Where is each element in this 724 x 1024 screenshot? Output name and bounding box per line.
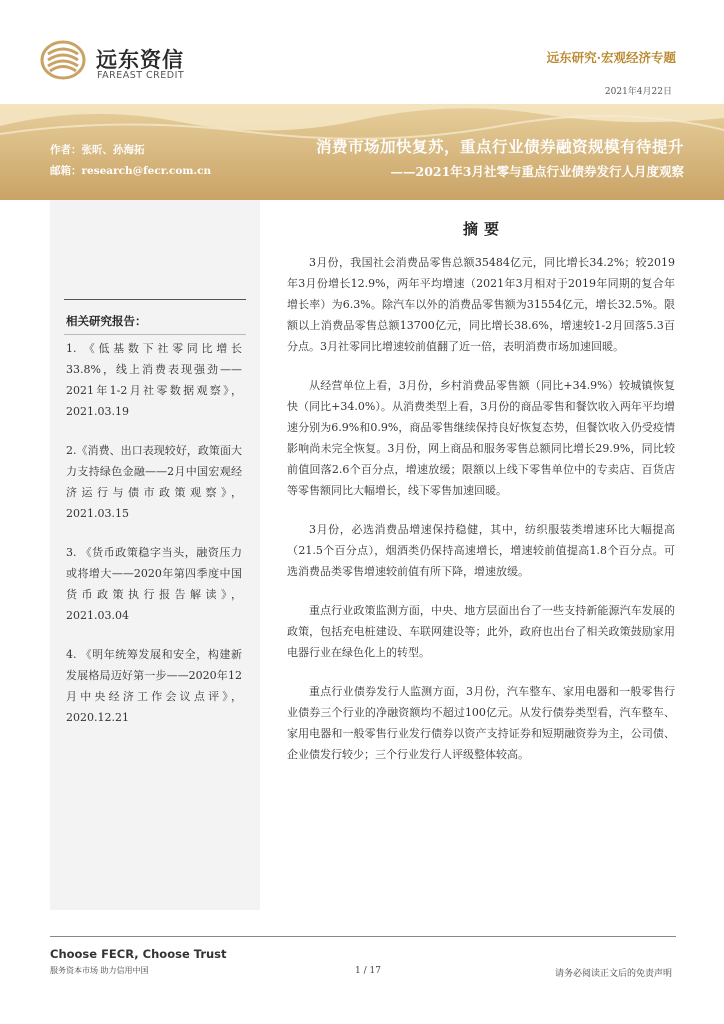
footer-slogan: Choose FECR, Choose Trust [50,947,227,961]
abstract-heading: 摘要 [463,220,506,238]
abstract-paragraph: 重点行业政策监测方面，中央、地方层面出台了一些支持新能源汽车发展的政策，包括充电桩建设、车联网建设等；此外，政府也出台了相关政策鼓励家用电器行业在绿色化上的转型。 [287,604,675,659]
footer-tagline: 服务资本市场 助力信用中国 [50,966,149,975]
related-report-item[interactable]: 4. 《明年统筹发展和安全，构建新发展格局迈好第一步——2020年12月中央经济工作会议点评》，2020.12.21 [66,648,242,724]
related-reports-list [66,338,242,746]
footer-disclaimer: 请务必阅读正文后的免责声明 [554,969,672,979]
abstract-body [287,252,675,783]
sidebar-divider [64,334,246,335]
abstract-paragraph: 3月份，我国社会消费品零售总额35484亿元，同比增长34.2%；较2019年3月份增长12.9%，两年平均增速（2021年3月相对于2019年同期的复合年增长率）为6.3%。除汽车以外的消费品零售额为31554亿元，增长32.5%。限额以上消费品零售总额13700亿元，同比增长38.6%，增速较1-2月回落5.3百分点。3月社零同比增速较前值翻了近一倍，表明消费市场加速回暖。 [287,256,675,353]
logo-english-name: FAREAST CREDIT [97,70,185,81]
report-date: 2021年4月22日 [604,87,672,97]
footer-divider [50,936,676,937]
fecr-logo-icon [40,40,86,80]
logo-chinese-name: 远东资信 [96,48,184,72]
related-report-item[interactable]: 3. 《货币政策稳字当头，融资压力或将增大——2020年第四季度中国货币政策执行报告解读》，2021.03.04 [66,546,242,622]
related-report-item[interactable]: 1. 《低基数下社零同比增长33.8%，线上消费表现强劲——2021年1-2月社零数据观察》，2021.03.19 [66,342,242,418]
sidebar-divider-top [64,299,246,300]
author-line: 作者：张昕、孙海拓 [50,144,145,156]
page-number: 1 / 17 [355,966,381,976]
related-report-item[interactable]: 2.《消费、出口表现较好，政策面大力支持绿色金融——2月中国宏观经济运行与债市政策观察》，2021.03.15 [66,444,242,520]
abstract-paragraph: 重点行业债券发行人监测方面，3月份，汽车整车、家用电器和一般零售行业债券三个行业的净融资额均不超过100亿元。从发行债券类型看，汽车整车、家用电器和一般零售行业发行债券以资产支持证券和短期融资券为主，公司债、企业债发行较少；三个行业发行人评级整体较高。 [287,685,675,761]
report-subtitle: ——2021年3月社零与重点行业债券发行人月度观察 [390,164,684,179]
related-reports-heading: 相关研究报告： [66,314,147,328]
email-line: 邮箱：research@fecr.com.cn [50,165,212,177]
report-title: 消费市场加快复苏，重点行业债券融资规模有待提升 [315,137,684,156]
report-series: 远东研究·宏观经济专题 [546,50,676,65]
abstract-paragraph: 从经营单位上看，3月份，乡村消费品零售额（同比+34.9%）较城镇恢复快（同比+34.0%）。从消费类型上看，3月份的商品零售和餐饮收入两年平均增速分别为6.9%和0.9%，商品零售继续保持良好恢复态势，但餐饮收入仍受疫情影响尚未完全恢复。3月份，网上商品和服务零售总额同比增长29.9%，同比较前值回落2.6个百分点，增速放缓；限额以上线下零售单位中的专卖店、百货店等零售额同比大幅增长，线下零售加速回暖。 [287,379,675,497]
abstract-paragraph: 3月份，必选消费品增速保持稳健，其中，纺织服装类增速环比大幅提高（21.5个百分点），烟酒类仍保持高速增长，增速较前值提高1.8个百分点。可选消费品类零售增速较前值有所下降，增速放缓。 [287,523,675,578]
